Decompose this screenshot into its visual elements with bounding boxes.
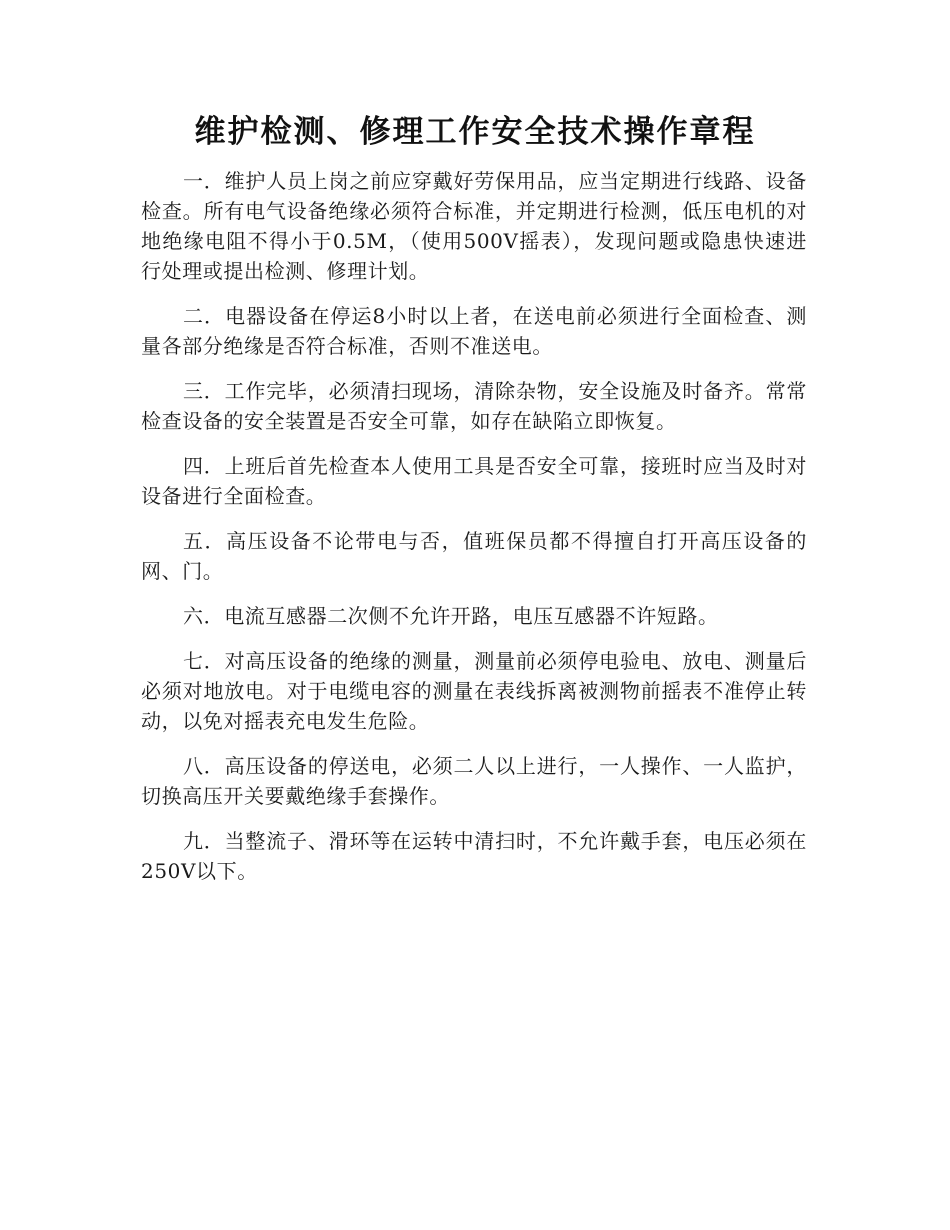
paragraph-8: 八．高压设备的停送电，必须二人以上进行，一人操作、一人监护，切换高压开关要戴绝缘手套操作。: [141, 754, 807, 808]
document-title: 维护检测、修理工作安全技术操作章程: [194, 114, 756, 150]
paragraph-1: 一．维护人员上岗之前应穿戴好劳保用品，应当定期进行线路、设备检查。所有电气设备绝缘必须符合标准，并定期进行检测，低压电机的对地绝缘电阻不得小于0.5M，（使用500V摇表），发现问题或隐患快速进行处理或提出检测、修理计划。: [141, 169, 807, 283]
paragraph-9: 九．当整流子、滑环等在运转中清扫时，不允许戴手套，电压必须在250V以下。: [141, 829, 807, 883]
document-body: [141, 166, 807, 901]
paragraph-2: 二．电器设备在停运8小时以上者，在送电前必须进行全面检查、测量各部分绝缘是否符合标准，否则不准送电。: [141, 304, 807, 358]
paragraph-5: 五．高压设备不论带电与否，值班保员都不得擅自打开高压设备的网、门。: [141, 529, 807, 583]
paragraph-3: 三．工作完毕，必须清扫现场，清除杂物，安全设施及时备齐。常常检查设备的安全装置是否安全可靠，如存在缺陷立即恢复。: [141, 379, 807, 433]
paragraph-7: 七．对高压设备的绝缘的测量，测量前必须停电验电、放电、测量后必须对地放电。对于电缆电容的测量在表线拆离被测物前摇表不准停止转动，以免对摇表充电发生危险。: [141, 649, 807, 733]
paragraph-4: 四．上班后首先检查本人使用工具是否安全可靠，接班时应当及时对设备进行全面检查。: [141, 454, 807, 508]
paragraph-6: 六．电流互感器二次侧不允许开路，电压互感器不许短路。: [183, 604, 719, 628]
